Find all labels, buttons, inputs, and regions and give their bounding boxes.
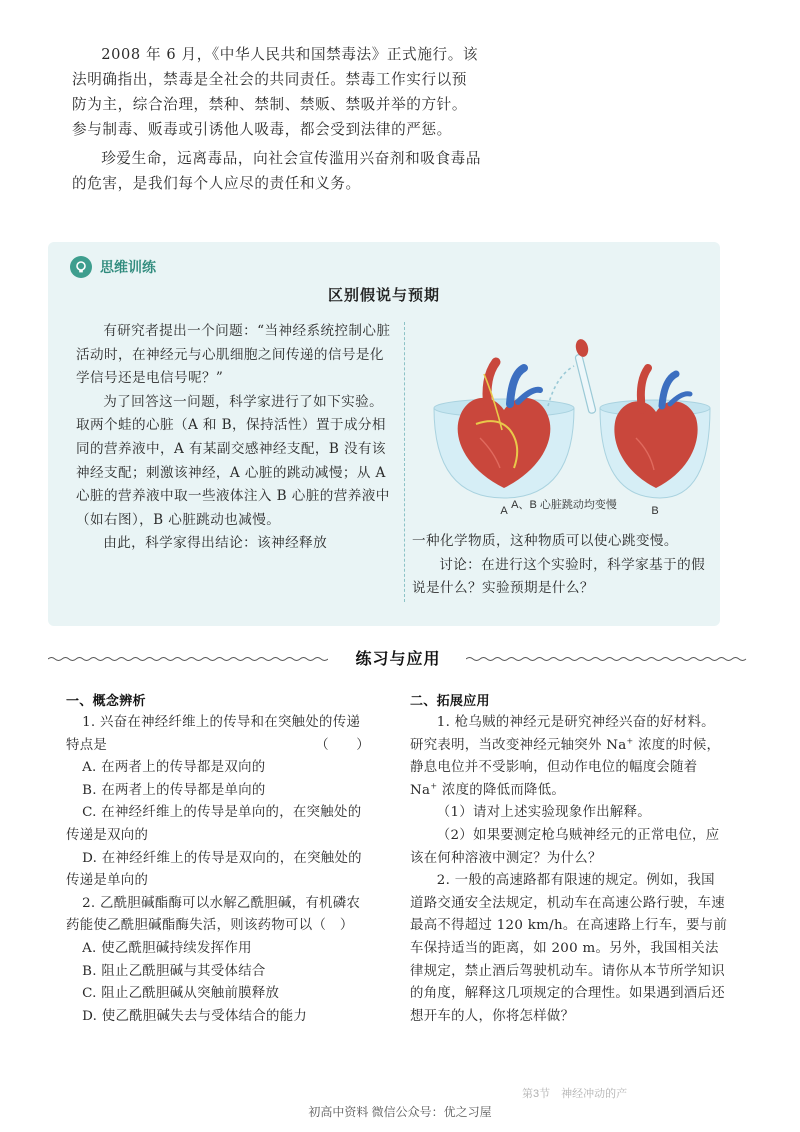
question-1-text: 1. 兴奋在神经纤维上的传导和在突触处的传递特点是 xyxy=(66,715,361,753)
exercise-column-left xyxy=(66,690,370,1028)
question-1 xyxy=(66,712,370,757)
exercise-column-right xyxy=(410,690,728,1028)
intro-paragraph-2: 珍爱生命，远离毒品，向社会宣传滥用兴奋剂和吸食毒品的危害，是我们每个人应尽的责任和义务。 xyxy=(72,150,482,192)
wave-divider-left xyxy=(48,656,328,662)
thinking-paragraph-2: 为了回答这一问题，科学家进行了如下实验。取两个蛙的心脏（A 和 B，保持活性）置于成分相同的营养液中，A 有某副交感神经支配，B 没有该神经支配；刺激该神经，A 心脏的跳动减慢；从 A 心脏的营养液中取一些液体注入 B 心脏的营养液中（如右图），B 心脏跳动也减慢。 xyxy=(76,393,390,528)
application-question-1: 1. 枪乌贼的神经元是研究神经兴奋的好材料。研究表明，当改变神经元轴突外 Na+ 浓度的时候，静息电位并不受影响，但动作电位的幅度会随着 Na+ 浓度的降低而降低。 xyxy=(410,715,721,798)
intro-text xyxy=(72,42,482,200)
application-question-2: 2. 一般的高速路都有限速的规定。例如，我国道路交通安全法规定，机动车在高速公路行驶，车速最高不得超过 120 km/h。在高速路上行车，要与前车保持适当的距离，如 200 m。另外，我国相关法律规定，禁止酒后驾驶机动车。请你从本节所学知识的角度，解释这几项规定的合理性。如果遇到酒后还想开车的人，你将怎样做？ xyxy=(410,873,728,1024)
option-2b: B. 阻止乙酰胆碱与其受体结合 xyxy=(82,963,266,979)
thinking-continuation: 一种化学物质，这种物质可以使心跳变慢。 xyxy=(412,533,678,549)
option-1c: C. 在神经纤维上的传导是单向的，在突触处的传递是双向的 xyxy=(66,805,362,843)
option-2c: C. 阻止乙酰胆碱从突触前膜释放 xyxy=(82,986,280,1002)
answer-blank-2: （ ） xyxy=(312,918,354,934)
wave-divider-right xyxy=(466,656,748,662)
figure-caption: A、B 心脏跳动均变慢 xyxy=(511,499,617,511)
option-1d: D. 在神经纤维上的传导是双向的，在突触处的传递是单向的 xyxy=(66,850,362,889)
option-1a: A. 在两者上的传导都是双向的 xyxy=(82,760,266,776)
thinking-title: 区别假说与预期 xyxy=(327,287,440,304)
question-2-text: 2. 乙酰胆碱酯酶可以水解乙酰胆碱，有机磷农药能使乙酰胆碱酯酶失活，则该药物可以 xyxy=(66,895,361,934)
intro-paragraph-1: 2008 年 6 月，《中华人民共和国禁毒法》正式施行。该法明确指出，禁毒是全社会的共同责任。禁毒工作实行以预防为主，综合治理，禁种、禁制、禁贩、禁吸并举的方针。参与制毒、贩毒或引诱他人吸毒，都会受到法律的严惩。 xyxy=(72,46,479,138)
part2-heading: 二、拓展应用 xyxy=(410,693,490,708)
option-1b: B. 在两者上的传导都是单向的 xyxy=(82,782,266,798)
thinking-label: 思维训练 xyxy=(100,259,156,275)
section-footer: 第3节 神经冲动的产 xyxy=(522,1088,628,1100)
option-2d: D. 使乙酰胆碱失去与受体结合的能力 xyxy=(82,1008,308,1024)
thinking-discussion: 讨论：在进行这个实验时，科学家基于的假说是什么？实验预期是什么？ xyxy=(412,556,706,597)
answer-blank-1: （ ） xyxy=(315,737,370,753)
section-title: 练习与应用 xyxy=(355,651,441,668)
heart-b-label: B xyxy=(651,505,659,517)
column-divider xyxy=(404,322,405,602)
thinking-header xyxy=(70,256,156,278)
part1-heading: 一、概念辨析 xyxy=(66,693,146,708)
lightbulb-icon xyxy=(70,256,92,278)
watermark: 初高中资料 微信公众号：优之习屋 xyxy=(308,1105,492,1119)
thinking-left-text xyxy=(76,320,394,556)
thinking-paragraph-1: 有研究者提出一个问题：“当神经系统控制心脏活动时，在神经元与心肌细胞之间传递的信号是化学信号还是电信号呢？” xyxy=(76,323,391,387)
application-question-1-2: （2）如果要测定枪乌贼神经元的正常电位，应该在何种溶液中测定？为什么？ xyxy=(410,827,720,866)
sodium-charge-2: + xyxy=(430,781,438,791)
section-heading xyxy=(48,645,748,671)
heart-a-label: A xyxy=(500,505,508,517)
thinking-training-box xyxy=(48,242,720,626)
application-question-1-1: （1）请对上述实验现象作出解释。 xyxy=(436,805,651,821)
sodium-charge-1: + xyxy=(626,736,634,746)
heart-experiment-figure xyxy=(414,318,714,518)
option-2a: A. 使乙酰胆碱持续发挥作用 xyxy=(82,940,252,956)
question-2 xyxy=(66,893,370,938)
thinking-paragraph-3: 由此，科学家得出结论：该神经释放 xyxy=(103,535,328,552)
thinking-right-text xyxy=(412,530,712,601)
